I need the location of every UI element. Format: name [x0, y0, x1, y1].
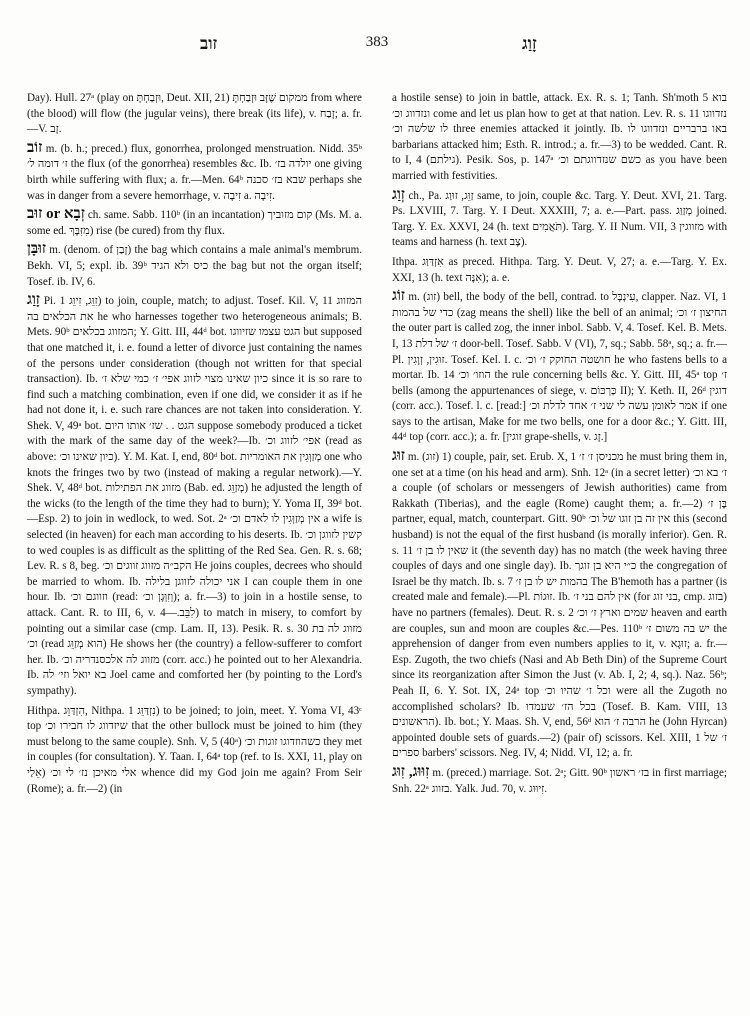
right-column [392, 90, 727, 797]
headword: זוּג [392, 448, 405, 465]
entry-text: m. (denom. of זָבַן) the bag which contains a male animal's membrum. Bekh. VI, 5; expl. ib. 39ᵇ כיס ולא הגיד the bag but not the organ itself; Tosef. ib. IV, 6. [27, 244, 362, 288]
entry-zog-bell [392, 289, 727, 446]
running-head-right: זָוַג [522, 34, 537, 53]
entry-text: m. (b. h.; preced.) flux, gonorrhea, prolonged menstruation. Nidd. 35ᵇ ז׳ דומה ל׳ the flux (of the gonorrhea) resembles &c. Ib. יולדה בז׳ one giving birth while suffering with flux; a. fr.—Men. 64ᵇ שבא בז׳ סכנה perhaps she was in danger from a severe hemorrhage, v. זִיבָה a. זִיבָה. [27, 142, 362, 202]
entry-zov [27, 141, 362, 204]
entry-zvag-ch [392, 188, 727, 251]
entry-continuation [27, 90, 362, 138]
headword: זָוַג [27, 292, 40, 309]
entry-hithpa [27, 703, 362, 798]
headword: זִוּוּג, זִוּג [392, 763, 430, 780]
entry-zavag [27, 293, 362, 699]
page-number: 383 [365, 34, 389, 50]
entry-continuation [392, 90, 727, 185]
entry-ithpa [392, 254, 727, 286]
entry-text: Day). Hull. 27ᵃ (play on וּזְבַחְתָּ, Deut. XII, 21) ממקום שֶׁזָּב וּזְבַחְתָּ from where (the blood) will flow (the jugular veins), there break (its life), v. זָבַח; a. fr.—V. זָב. [27, 92, 362, 136]
entry-text: m. (זוג) 1) couple, pair, set. Erub. X, 1 מכניסן ז׳ ז׳ he must bring them in, one set at a time (on his head and arm). Snh. 12ᵃ (in a secret letter) ז׳ בא וכ׳ a couple (of scholars or messengers of Jewish authorities) came from Rakkath (Tiberias), and the eagle (Rome) caught them; a. fr.—2) בֶּן ז׳ partner, equal, match, counterpart. Gitt. 90ᵇ אין זה בן זוגו של וכ׳ this (second husband) is not the equal of the first husband (is morally inferior). Gen. R. s. 11 שאין לו בן ז׳ it (the seventh day) has no match (the week having three couples of days and one single day). Ib. כ״י היא בן זוגך the congregation of Israel be thy match. Ib. s. 7 בהמות יש לו בן ז׳ The B'hemoth has a partner (is created male and female).—Pl. זוּגוֹת. Ib. אין להם בני ז׳ (for בני זוג, cmp. בזוג) have no partners (females). Deut. R. s. 2 שמים וארץ ז׳ וכ׳ heaven and earth are couples, sun and moon are couples &c.—Pes. 110ᵇ יש בה משום ז׳ the apprehension of danger from even numbers applies to it, v. זוּגָא; a. fr.—Esp. Zugoth, the two chiefs (Nasi and Ab Beth Din) of the Supreme Court since its reorganization after Simon the Just (v. Ab. I, 2; 4, sq.). Naz. 56ᵇ; Peah II, 6. Y. Sot. IX, 24ᵃ top וכל ז׳ שהיו וכ׳ were all the Zugoth no accomplished scholars? Ib. בכל הז׳ שעמדו (Tosef. B. Kam. VIII, 13 הראשונים). Ib. bot.; Y. Maas. Sh. V, end, 56ᵈ הרבה ז׳ הוא he (John Hyrcan) appointed double sets of guards.—2) (pair of) scissors. Kel. XIII, 1 ז׳ של ספרים barbers' scissors. Neg. IV, 4; Nidd. VI, 12; a. fr. [392, 451, 728, 760]
entry-zubban [27, 242, 362, 290]
headword: זוֹג [392, 288, 405, 305]
entry-text: Pi. זִוֵּג, זִיוֵּג 1) to join, couple, match; to adjust. Tosef. Kil. V, 11 המזווג את הכלאים בה he who harnesses together two heterogeneous animals; B. Mets. 90ᵇ המזווג בכלאים; Y. Gitt. III, 44ᵈ bot. הגט עצמו שזיווגו but supposed that one matched it, i. e. found a letter of divorce just containing the names of the persons under consideration (though not written for that special transaction). Ib. כיון שאינו מצוי לזווג אפי׳ ז׳ כמי שלא ז׳ since it is so rare to find such a matching combination, even if one did, we consider it as if he had not done it, i. e. such rare chances are not taken into consideration. Y. Shek. V, 49ᵃ bot. הגט . . שז׳ אותו היום suppose somebody produced a ticket with the mark of the same day of the week?—Ib. אפי׳ לזווג וכ׳ (read as above: כיון שאינו וכ׳). Y. M. Kat. I, end, 80ᵈ bot. מְזַוְּגִין את האומריות one who knots the fringes two by two (instead of making a regular network).—Y. Shek. V, 48ᵈ bot. מזווג את הפתילות (Bab. ed. מְזַוֵּג) he adjusted the length of the wicks (to the length of the time they had to burn); Y. Yoma II, 39ᵈ bot.—Esp. 2) to join in wedlock, to wed. Sot. 2ᵃ אין מְזַוְּגִין לו לאדם וכ׳ a wife is selected (in heaven) for each man according to his deserts. Ib. קשין לזווגן וכ׳ to wed couples is as difficult as the splitting of the Red Sea. Gen. R. s. 68; Lev. R. s 8, beg. הקב״ה מזווג זווגים וכ׳ He joins couples, decrees who should be married to whom. Ib. אני יכולה לזווגן בלילה I can couple them in one hour. Ib. וזווגם וכ׳ (read: וְזִוְּגָן וכ׳); a. fr.—3) to join in a hostile sense, to attack. Cant. R. to III, 6, v. לִבֵּב.—4) to match in misery, to comfort by pointing out a similar case (cmp. Lam. II, 13). Pesik. R. s. 30 מזווג לה בת וכ׳ (read הוא מְזַוֵּג) He shows her (the country) a fellow-sufferer to comfort her. Ib. מזווג לה אלכסנדריה וכ׳ (corr. acc.) he pointed out to her Alexandria. Ib. בא יואל וזי׳ לה Joel came and comforted her (by pointing to the Lord's sympathy). [27, 295, 363, 697]
left-column [27, 90, 362, 797]
entry-text: ch., Pa. זַוֵּג, זוּוַג same, to join, couple &c. Targ. Y. Deut. XVI, 21. Targ. Ps. LXVIII, 7. Targ. Y. I Deut. XXXIII, 7; a. e.—Part. pass. מְזַוַּג joined. Targ. Y. Ex. XXVI, 24 (h. text תֹּאֲמִים). Targ. Y. II Num. VII, 3 מזווגין with teams and harness (h. text צָב). [392, 189, 728, 249]
headword: זוּבָּן [27, 241, 47, 258]
entry-text: Ithpa. אִזְדַּוַּג as preced. Hithpa. Targ. Y. Deut. V, 27; a. e.—Targ. Y. Ex. XXI, 13 (h. text אִנָּה); a. e. [392, 255, 727, 284]
entry-text: a hostile sense) to join in battle, attack. Ex. R. s. 1; Tanh. Sh'moth 5 בוא ונזדווג וכ׳ come and let us plan how to get at that nation. Lev. R. s. 11 נזדווגו לו שלשה וכ׳ three enemies attacked it jointly. Ib. באו ברבריים ונזדווגו לו barbarians attacked him; Esth. R. introd.; a. fr.—3) to be wedded. Cant. R. to I, 4 (גילתם). Pesik. Sos, p. 147ᵃ כשם שנזדווגתם וכ׳ as you have been married with festivities. [392, 92, 728, 182]
headword: זְוַג [392, 186, 405, 203]
entry-text: Hithpa. הִזְדַּוֵּג, Nithpa. נִזְדַּוֵּג 1) to be joined; to join, meet. Y. Yoma VI, 43ᶜ top שיזדווג לו חבירו וכ׳ that the other bullock must be joined to him (they must belong to the same couple). Snh. V, 5 (40ᵃ) כשהוזדוגו זוגות וכ׳ they met in couples (for consultation). Y. Taan. I, 64ᵃ top (ref. to Is. XXI, 11, play on אֵלַי) אלי מאיכן נז׳ לי וכ׳ whence did my God join me again? From Seir (Rome); a. fr.—2) (in [27, 704, 363, 795]
entry-text: m. (preced.) marriage. Sot. 2ᵃ; Gitt. 90ᵇ בז׳ ראשון in first marriage; Snh. 22ᵃ בזווג. Yalk. Jud. 70, v. זִיוּוּג. [392, 766, 727, 795]
entry-zuv [27, 207, 362, 239]
entry-text: ch. same. Sabb. 110ᵇ (in an incantation) קום מזוביך (Ms. M. a. some ed. מִזִּבָּךְ) rise (be cured) from thy flux. [27, 209, 363, 237]
entry-zivvug [392, 765, 727, 797]
page-header [0, 34, 750, 60]
running-head-left: זוב [200, 34, 218, 53]
entry-text: m. (זוג) bell, the body of the bell, contrad. to עִינְבָּל, clapper. Naz. VI, 1 כדי של בהמות (zag means the shell) like the bell of an animal; החיצון ז׳ וכ׳ the outer part is called zog, the inner inbol. Sabb. V, 4. Tosef. Kel. B. Mets. I, 13 ז׳ של דלת door-bell. Tosef. Sabb. V (VI), 7, sq.; Sabb. 58ᵃ, sq.; a. fr.—Pl. זוּגִין, זְוָגִין. Tosef. Kel. I. c. חושטה החוקק ז׳ וכ׳ he who fastens bells to a mortar. Ib. 14 הוזו׳ וכ׳ the rule concerning bells &c. Y. Gitt. III, 45ᵃ top ז׳ bells (among the appurtenances of siege, v. כַּרְכּוֹם II); Y. Keth. II, 26ᵈ דוגין (corr. acc.). Tosef. l. c. [read:] אמר לאומן עשה לי שני ז׳ אחד לדלת וכ׳ if one says to the artisan, Make for me two bells, one for a door &c.; Y. Gitt. III, 44ᵈ top (corr. acc.); a. fr. [זוגין grape-shells, v. זָג.] [392, 291, 728, 444]
entry-zug-couple [392, 449, 727, 762]
headword: זוּב or זְבָא [27, 206, 85, 223]
headword: זוֹב [27, 139, 43, 156]
